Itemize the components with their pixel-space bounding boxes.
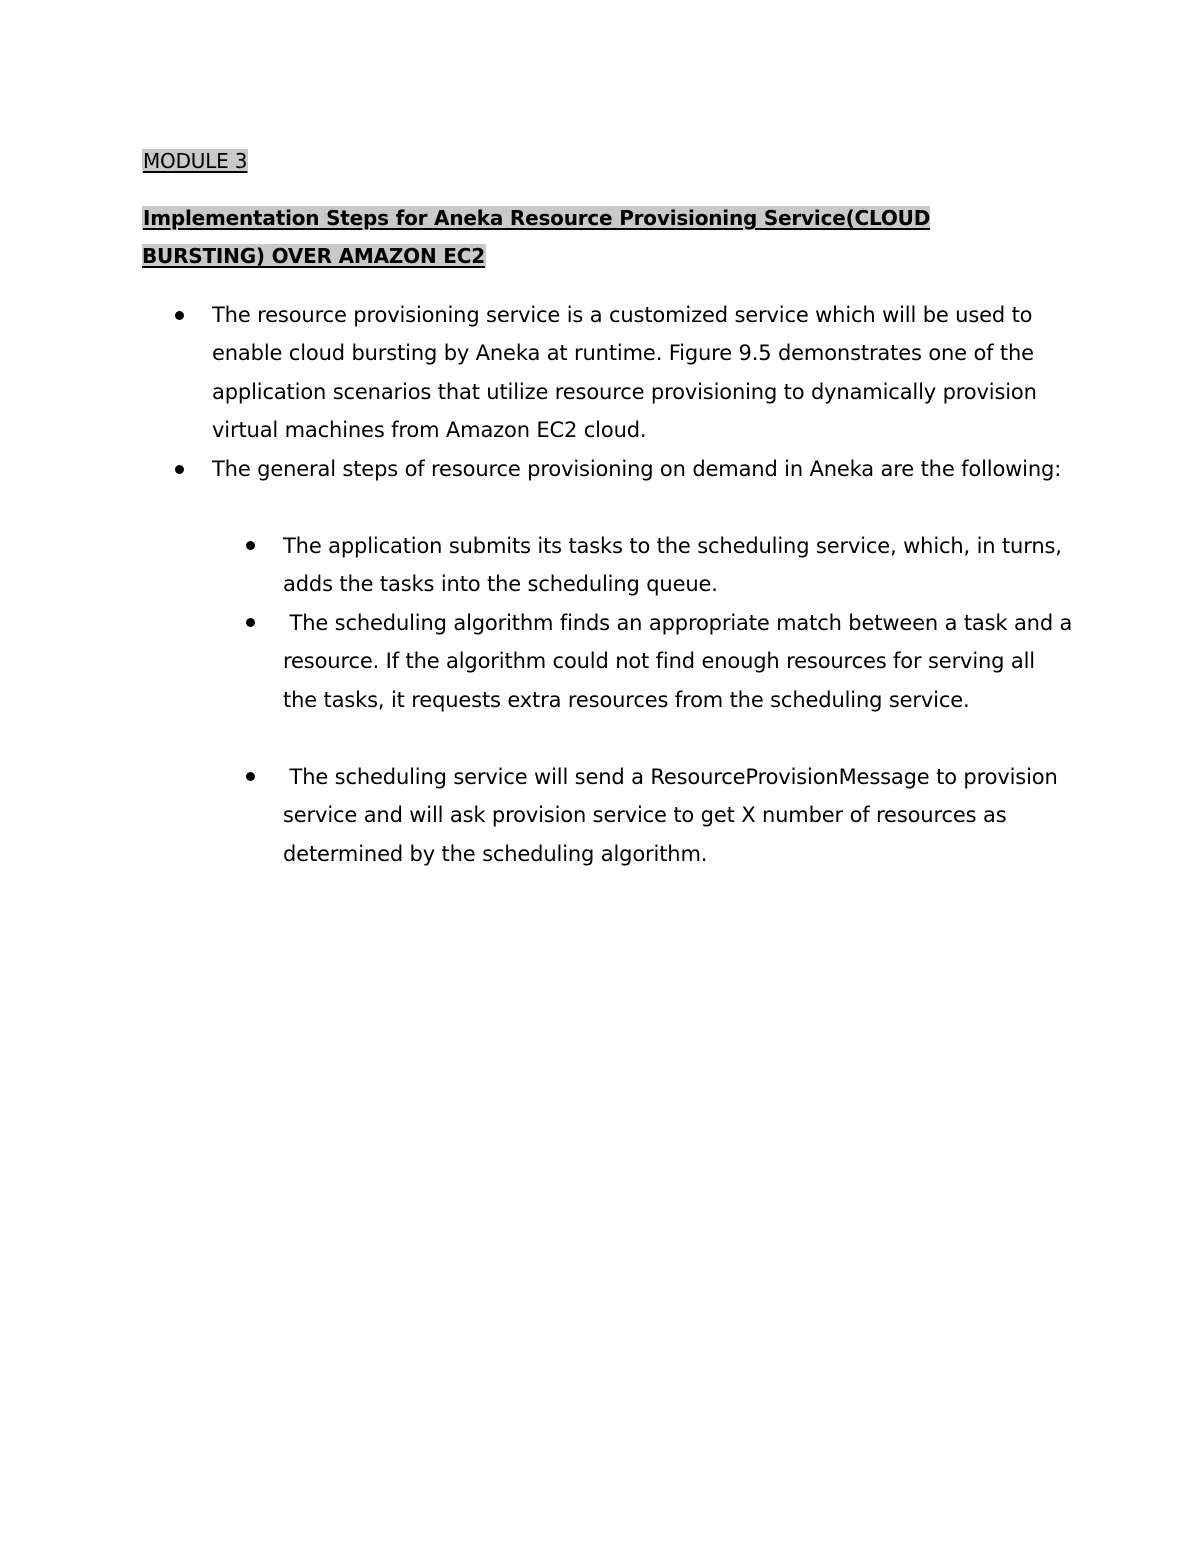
sub-list-item: The scheduling algorithm finds an appropriate match between a task and a resource. If the algorithm could not find enough resources for serving all the tasks, it requests extra resources from the scheduling service. bbox=[283, 611, 1079, 712]
sub-bullet-dot-icon bbox=[246, 618, 255, 627]
bullet-dot-icon bbox=[175, 311, 184, 320]
module-title bbox=[142, 142, 248, 180]
section-title bbox=[142, 199, 982, 275]
sub-bullet-dot-icon bbox=[246, 541, 255, 550]
module-title-text: MODULE 3 bbox=[143, 149, 248, 173]
sub-list-item: The application submits its tasks to the scheduling service, which, in turns, adds the tasks into the scheduling queue. bbox=[283, 534, 1062, 597]
section-title-text: Implementation Steps for Aneka Resource Provisioning Service(CLOUD BURSTING) OVER AMAZON EC2 bbox=[142, 206, 931, 268]
bullet-dot-icon bbox=[175, 465, 184, 474]
list-item: The general steps of resource provisioning on demand in Aneka are the following: bbox=[212, 457, 1062, 481]
sub-list-item: The scheduling service will send a ResourceProvisionMessage to provision service and will ask provision service to get X number of resources as determined by the scheduling algorithm. bbox=[283, 765, 1065, 866]
sub-bullet-dot-icon bbox=[246, 772, 255, 781]
list-item: The resource provisioning service is a customized service which will be used to enable cloud bursting by Aneka at runtime. Figure 9.5 demonstrates one of the application scenarios that utilize resource provisioning to dynamically provision virtual machines from Amazon EC2 cloud. bbox=[212, 303, 1037, 443]
